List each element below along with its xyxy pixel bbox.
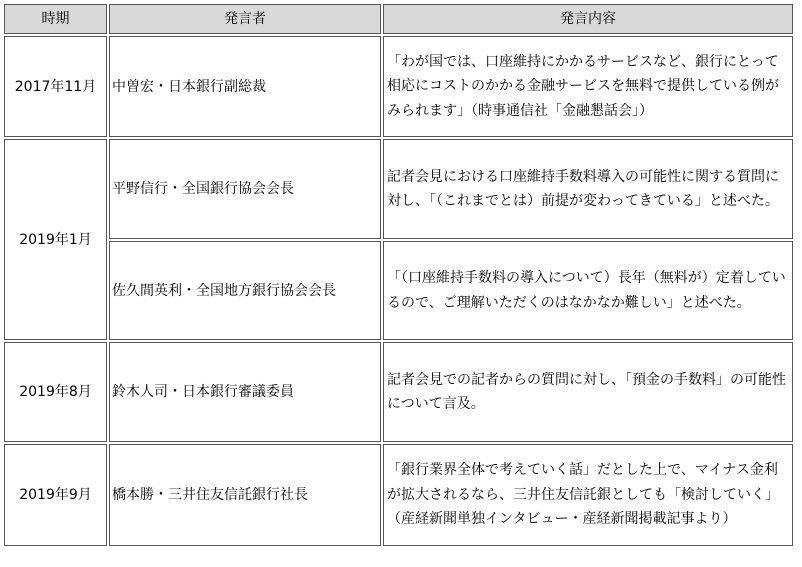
- content-cell: 「（口座維持手数料の導入について）長年（無料が）定着しているので、ご理解いただくのはなかなか難しい」と述べた。: [383, 241, 793, 340]
- speaker-cell: 鈴木人司・日本銀行審議委員: [109, 342, 381, 442]
- table-row: [4, 139, 793, 239]
- speaker-cell: 中曽宏・日本銀行副総裁: [109, 36, 381, 137]
- table-row: [4, 444, 793, 546]
- table-row: [4, 36, 793, 137]
- speaker-cell: 橋本勝・三井住友信託銀行社長: [109, 444, 381, 546]
- content-cell: 「わが国では、口座維持にかかるサービスなど、銀行にとって相応にコストのかかる金融サービスを無料で提供している例がみられます」（時事通信社「金融懇話会」）: [383, 36, 793, 137]
- speaker-cell: 佐久間英利・全国地方銀行協会会長: [109, 241, 381, 340]
- content-cell: 「銀行業界全体で考えていく話」だとした上で、マイナス金利が拡大されるなら、三井住友信託銀としても「検討していく」（産経新聞単独インタビュー・産経新聞掲載記事より）: [383, 444, 793, 546]
- header-period: 時期: [4, 4, 107, 34]
- period-cell: 2017年11月: [4, 36, 107, 137]
- period-cell: 2019年1月: [4, 139, 107, 340]
- table-row: [4, 342, 793, 442]
- statements-table: [2, 2, 795, 548]
- period-cell: 2019年8月: [4, 342, 107, 442]
- table-row: [4, 241, 793, 340]
- header-row: [4, 4, 793, 34]
- content-cell: 記者会見での記者からの質問に対し、「預金の手数料」の可能性について言及。: [383, 342, 793, 442]
- header-content: 発言内容: [383, 4, 793, 34]
- content-cell: 記者会見における口座維持手数料導入の可能性に関する質問に対し、「（これまでとは）前提が変わってきている」と述べた。: [383, 139, 793, 239]
- speaker-cell: 平野信行・全国銀行協会会長: [109, 139, 381, 239]
- period-cell: 2019年9月: [4, 444, 107, 546]
- header-speaker: 発言者: [109, 4, 381, 34]
